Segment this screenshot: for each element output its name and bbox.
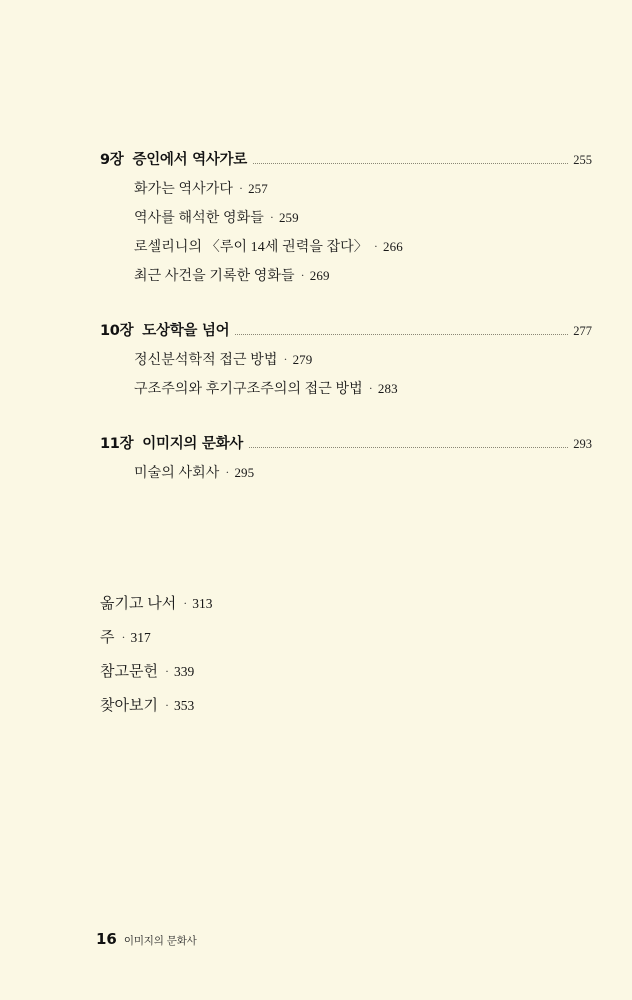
subentry-title: 로셀리니의 〈루이 14세 권력을 잡다〉 [134, 240, 368, 255]
folio-number: 16 [96, 930, 117, 948]
table-of-contents [100, 148, 592, 491]
subentry-title: 미술의 사회사 [134, 466, 220, 481]
list-item[interactable] [134, 378, 592, 398]
subentry-page-number: 266 [383, 239, 403, 254]
backmatter-page-number: 353 [173, 698, 195, 713]
chapter-number: 10장 [100, 323, 134, 339]
backmatter-page-number: 313 [192, 596, 213, 611]
backmatter-page-number: 339 [173, 664, 195, 679]
subentry-page-number: 257 [248, 181, 268, 196]
subentry-title: 최근 사건을 기록한 영화들 [134, 269, 295, 284]
chapter-number: 9장 [100, 152, 124, 168]
list-item[interactable] [134, 207, 592, 227]
chapter-page-number: 293 [573, 437, 592, 451]
toc-group [100, 319, 592, 398]
backmatter-title: 찾아보기 [100, 698, 158, 714]
list-item[interactable] [134, 349, 592, 369]
backmatter-list [100, 592, 400, 728]
subentry-separator: · [283, 352, 288, 366]
chapter-number: 11장 [100, 436, 134, 452]
list-item[interactable] [134, 265, 592, 285]
subentry-page-number: 283 [377, 381, 398, 396]
list-item[interactable] [100, 626, 400, 647]
list-item[interactable] [134, 236, 592, 256]
chapter-page-number: 277 [573, 324, 592, 338]
subentry-separator: · [238, 181, 244, 195]
backmatter-title: 옮기고 나서 [100, 596, 177, 612]
list-item[interactable] [100, 694, 400, 715]
backmatter-separator: · [164, 698, 169, 712]
running-head: 이미지의 문화사 [123, 935, 197, 947]
backmatter-page-number: 317 [130, 630, 151, 645]
list-item[interactable] [100, 592, 400, 613]
subentry-title: 구조주의와 후기구조주의의 접근 방법 [134, 382, 363, 397]
subentry-title: 정신분석학적 접근 방법 [134, 353, 278, 368]
backmatter-title: 주 [100, 630, 115, 646]
chapter-title: 이미지의 문화사 [142, 436, 243, 452]
subentry-separator: · [368, 381, 373, 395]
subentry-page-number: 295 [234, 465, 255, 480]
chapter-title: 도상학을 넘어 [142, 323, 230, 339]
toc-subentry-list [100, 349, 592, 398]
subentry-page-number: 259 [278, 210, 299, 225]
toc-chapter-row[interactable] [100, 148, 592, 169]
toc-group [100, 148, 592, 285]
chapter-title: 증인에서 역사가로 [132, 152, 247, 168]
list-item[interactable] [134, 462, 592, 482]
toc-subentry-list [100, 462, 592, 482]
toc-subentry-list [100, 178, 592, 285]
subentry-separator: · [225, 465, 230, 479]
toc-group [100, 432, 592, 482]
subentry-page-number: 279 [292, 352, 313, 367]
leader-dots [249, 446, 568, 448]
leader-dots [235, 333, 568, 335]
backmatter-title: 참고문헌 [100, 664, 158, 680]
subentry-title: 역사를 해석한 영화들 [134, 211, 264, 226]
toc-chapter-row[interactable] [100, 319, 592, 340]
subentry-separator: · [373, 239, 379, 253]
backmatter-separator: · [121, 630, 126, 644]
leader-dots [253, 162, 568, 164]
list-item[interactable] [100, 660, 400, 681]
subentry-separator: · [300, 268, 305, 282]
list-item[interactable] [134, 178, 592, 198]
subentry-separator: · [269, 210, 274, 224]
toc-chapter-row[interactable] [100, 432, 592, 453]
backmatter-separator: · [164, 664, 169, 678]
subentry-page-number: 269 [309, 268, 330, 283]
page-footer [96, 930, 197, 948]
subentry-title: 화가는 역사가다 [134, 182, 233, 197]
chapter-page-number: 255 [573, 153, 592, 167]
backmatter-separator: · [183, 596, 188, 610]
